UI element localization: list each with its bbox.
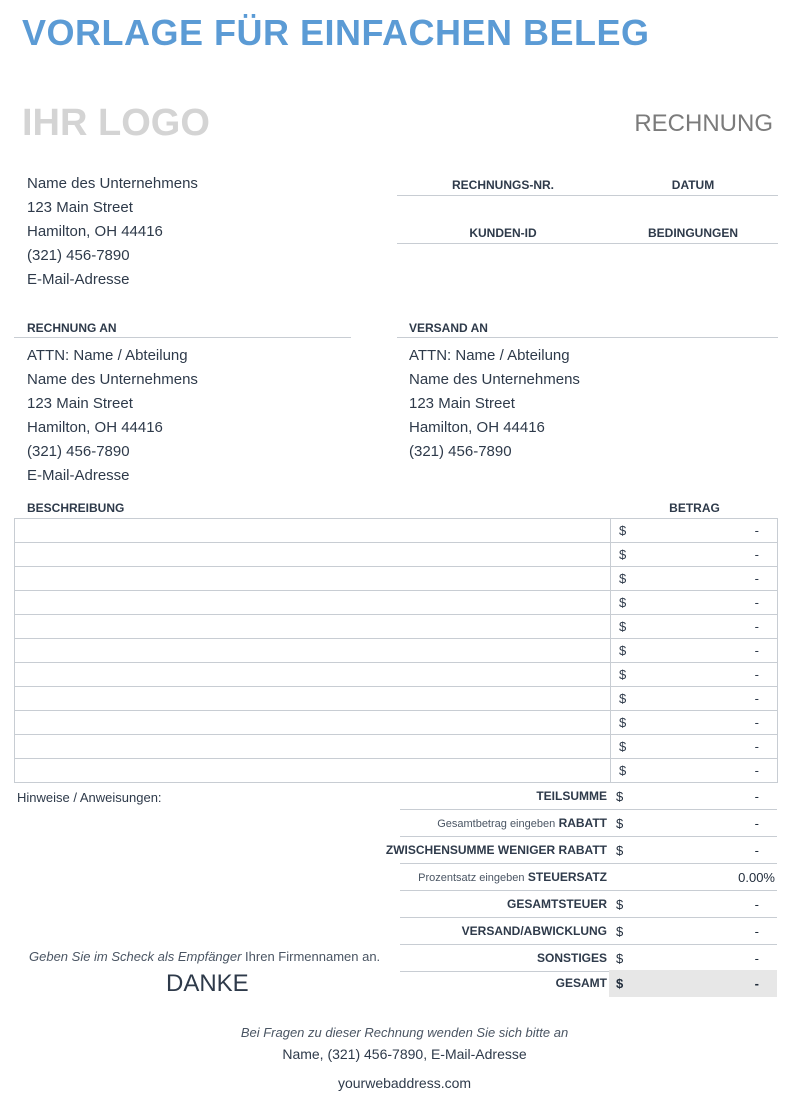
item-currency: $ xyxy=(619,691,627,706)
item-description-cell[interactable] xyxy=(15,519,611,543)
table-row xyxy=(15,663,778,687)
date-header: DATUM xyxy=(671,178,715,192)
item-amount-value: - xyxy=(754,571,759,586)
item-description-cell[interactable] xyxy=(15,735,611,759)
item-amount-value: - xyxy=(754,595,759,610)
item-description-cell[interactable] xyxy=(15,687,611,711)
tax-rate-hint: Prozentsatz eingeben xyxy=(418,872,525,884)
subtotal-currency: $ xyxy=(616,789,624,804)
ship-to-phone: (321) 456-7890 xyxy=(409,443,512,460)
terms-header: BEDINGUNGEN xyxy=(647,226,738,240)
other-value[interactable]: - xyxy=(754,951,759,966)
subtotal-less-discount-currency: $ xyxy=(616,843,624,858)
subtotal-less-discount-value[interactable]: - xyxy=(754,843,759,858)
discount-hint: Gesamtbetrag eingeben xyxy=(437,818,556,830)
item-amount-cell[interactable] xyxy=(611,687,778,711)
bill-to-attn: ATTN: Name / Abteilung xyxy=(27,347,188,364)
company-name: Name des Unternehmens xyxy=(27,175,198,192)
table-row xyxy=(15,759,778,783)
total-tax-row xyxy=(400,891,777,918)
total-tax-currency: $ xyxy=(616,897,624,912)
notes-label: Hinweise / Anweisungen: xyxy=(17,790,162,805)
thanks-text: DANKE xyxy=(166,970,249,997)
shipping-row xyxy=(400,918,777,945)
total-value[interactable]: - xyxy=(754,976,759,991)
item-currency: $ xyxy=(619,523,627,538)
shipping-currency: $ xyxy=(616,924,624,939)
item-amount-cell[interactable] xyxy=(611,567,778,591)
table-row xyxy=(15,543,778,567)
total-label: GESAMT xyxy=(555,976,607,990)
footer-question: Bei Fragen zu dieser Rechnung wenden Sie sich bitte an xyxy=(240,1025,569,1040)
discount-currency: $ xyxy=(616,816,624,831)
ship-to-city: Hamilton, OH 44416 xyxy=(409,419,545,436)
table-row xyxy=(15,735,778,759)
footer-web-address[interactable]: yourwebaddress.com xyxy=(337,1075,472,1091)
item-currency: $ xyxy=(619,763,627,778)
item-currency: $ xyxy=(619,571,627,586)
ship-to-attn: ATTN: Name / Abteilung xyxy=(409,347,570,364)
document-type: RECHNUNG xyxy=(634,110,773,137)
item-amount-value: - xyxy=(754,643,759,658)
company-info xyxy=(27,172,198,292)
total-row xyxy=(400,970,777,997)
item-currency: $ xyxy=(619,739,627,754)
other-currency: $ xyxy=(616,951,624,966)
meta-divider xyxy=(397,195,778,196)
bill-to-city: Hamilton, OH 44416 xyxy=(27,419,163,436)
item-amount-cell[interactable] xyxy=(611,615,778,639)
other-row xyxy=(400,945,777,972)
item-description-cell[interactable] xyxy=(15,639,611,663)
table-row xyxy=(15,711,778,735)
ship-to-name: Name des Unternehmens xyxy=(409,371,580,388)
item-description-cell[interactable] xyxy=(15,711,611,735)
table-row xyxy=(15,687,778,711)
table-row xyxy=(15,567,778,591)
ship-to-divider xyxy=(397,337,778,338)
item-amount-cell[interactable] xyxy=(611,735,778,759)
item-amount-cell[interactable] xyxy=(611,591,778,615)
discount-value[interactable]: - xyxy=(754,816,759,831)
ship-to-block xyxy=(409,344,580,464)
company-email: E-Mail-Adresse xyxy=(27,271,130,288)
item-amount-value: - xyxy=(754,619,759,634)
table-row xyxy=(15,591,778,615)
amount-column-header: BETRAG xyxy=(669,501,720,515)
table-row xyxy=(15,639,778,663)
discount-label: RABATT xyxy=(558,816,607,830)
tax-rate-row xyxy=(400,864,777,891)
item-amount-value: - xyxy=(754,547,759,562)
item-amount-cell[interactable] xyxy=(611,543,778,567)
item-currency: $ xyxy=(619,595,627,610)
item-amount-value: - xyxy=(754,715,759,730)
total-highlight xyxy=(609,970,777,997)
shipping-label: VERSAND/ABWICKLUNG xyxy=(461,924,607,938)
item-currency: $ xyxy=(619,715,627,730)
bill-to-email: E-Mail-Adresse xyxy=(27,467,130,484)
item-description-cell[interactable] xyxy=(15,663,611,687)
description-column-header: BESCHREIBUNG xyxy=(27,501,125,515)
total-tax-value[interactable]: - xyxy=(754,897,759,912)
item-currency: $ xyxy=(619,619,627,634)
item-amount-cell[interactable] xyxy=(611,519,778,543)
tax-rate-label: STEUERSATZ xyxy=(527,870,607,884)
line-items-table xyxy=(14,518,778,783)
footer-contact: Name, (321) 456-7890, E-Mail-Adresse xyxy=(282,1046,527,1062)
subtotal-label: TEILSUMME xyxy=(536,789,607,803)
cheque-note-italic: Geben Sie im Scheck als Empfänger xyxy=(29,949,242,964)
item-description-cell[interactable] xyxy=(15,543,611,567)
item-description-cell[interactable] xyxy=(15,759,611,783)
company-street: 123 Main Street xyxy=(27,199,133,216)
item-description-cell[interactable] xyxy=(15,615,611,639)
cheque-note-rest: Ihren Firmennamen an. xyxy=(241,949,381,964)
item-amount-cell[interactable] xyxy=(611,711,778,735)
item-amount-value: - xyxy=(754,523,759,538)
tax-rate-value[interactable]: 0.00% xyxy=(738,870,775,885)
item-amount-value: - xyxy=(754,667,759,682)
item-description-cell[interactable] xyxy=(15,591,611,615)
item-amount-value: - xyxy=(754,691,759,706)
item-amount-value: - xyxy=(754,763,759,778)
customer-id-header: KUNDEN-ID xyxy=(469,226,537,240)
company-phone: (321) 456-7890 xyxy=(27,247,130,264)
other-label: SONSTIGES xyxy=(536,951,607,965)
table-row xyxy=(15,519,778,543)
item-currency: $ xyxy=(619,667,627,682)
item-amount-cell[interactable] xyxy=(611,663,778,687)
item-description-cell[interactable] xyxy=(15,567,611,591)
table-row xyxy=(15,615,778,639)
bill-to-divider xyxy=(14,337,351,338)
template-title: VORLAGE FÜR EINFACHEN BELEG xyxy=(22,12,650,53)
subtotal-less-discount-row xyxy=(385,837,777,864)
ship-to-street: 123 Main Street xyxy=(409,395,515,412)
bill-to-phone: (321) 456-7890 xyxy=(27,443,130,460)
item-amount-cell[interactable] xyxy=(611,759,778,783)
item-currency: $ xyxy=(619,643,627,658)
company-city: Hamilton, OH 44416 xyxy=(27,223,163,240)
invoice-number-header: RECHNUNGS-NR. xyxy=(452,178,554,192)
meta-divider xyxy=(397,243,778,244)
shipping-value[interactable]: - xyxy=(754,924,759,939)
item-amount-value: - xyxy=(754,739,759,754)
item-currency: $ xyxy=(619,547,627,562)
bill-to-street: 123 Main Street xyxy=(27,395,133,412)
bill-to-name: Name des Unternehmens xyxy=(27,371,198,388)
cheque-note xyxy=(29,949,380,964)
total-currency: $ xyxy=(616,976,624,991)
ship-to-heading: VERSAND AN xyxy=(409,321,488,335)
bill-to-heading: RECHNUNG AN xyxy=(27,321,117,335)
item-amount-cell[interactable] xyxy=(611,639,778,663)
total-tax-label: GESAMTSTEUER xyxy=(506,897,607,911)
subtotal-less-discount-label: ZWISCHENSUMME WENIGER RABATT xyxy=(385,843,607,857)
discount-row xyxy=(400,810,777,837)
subtotal-row xyxy=(400,783,777,810)
subtotal-value[interactable]: - xyxy=(754,789,759,804)
logo-placeholder: IHR LOGO xyxy=(22,102,210,144)
bill-to-block xyxy=(27,344,198,488)
